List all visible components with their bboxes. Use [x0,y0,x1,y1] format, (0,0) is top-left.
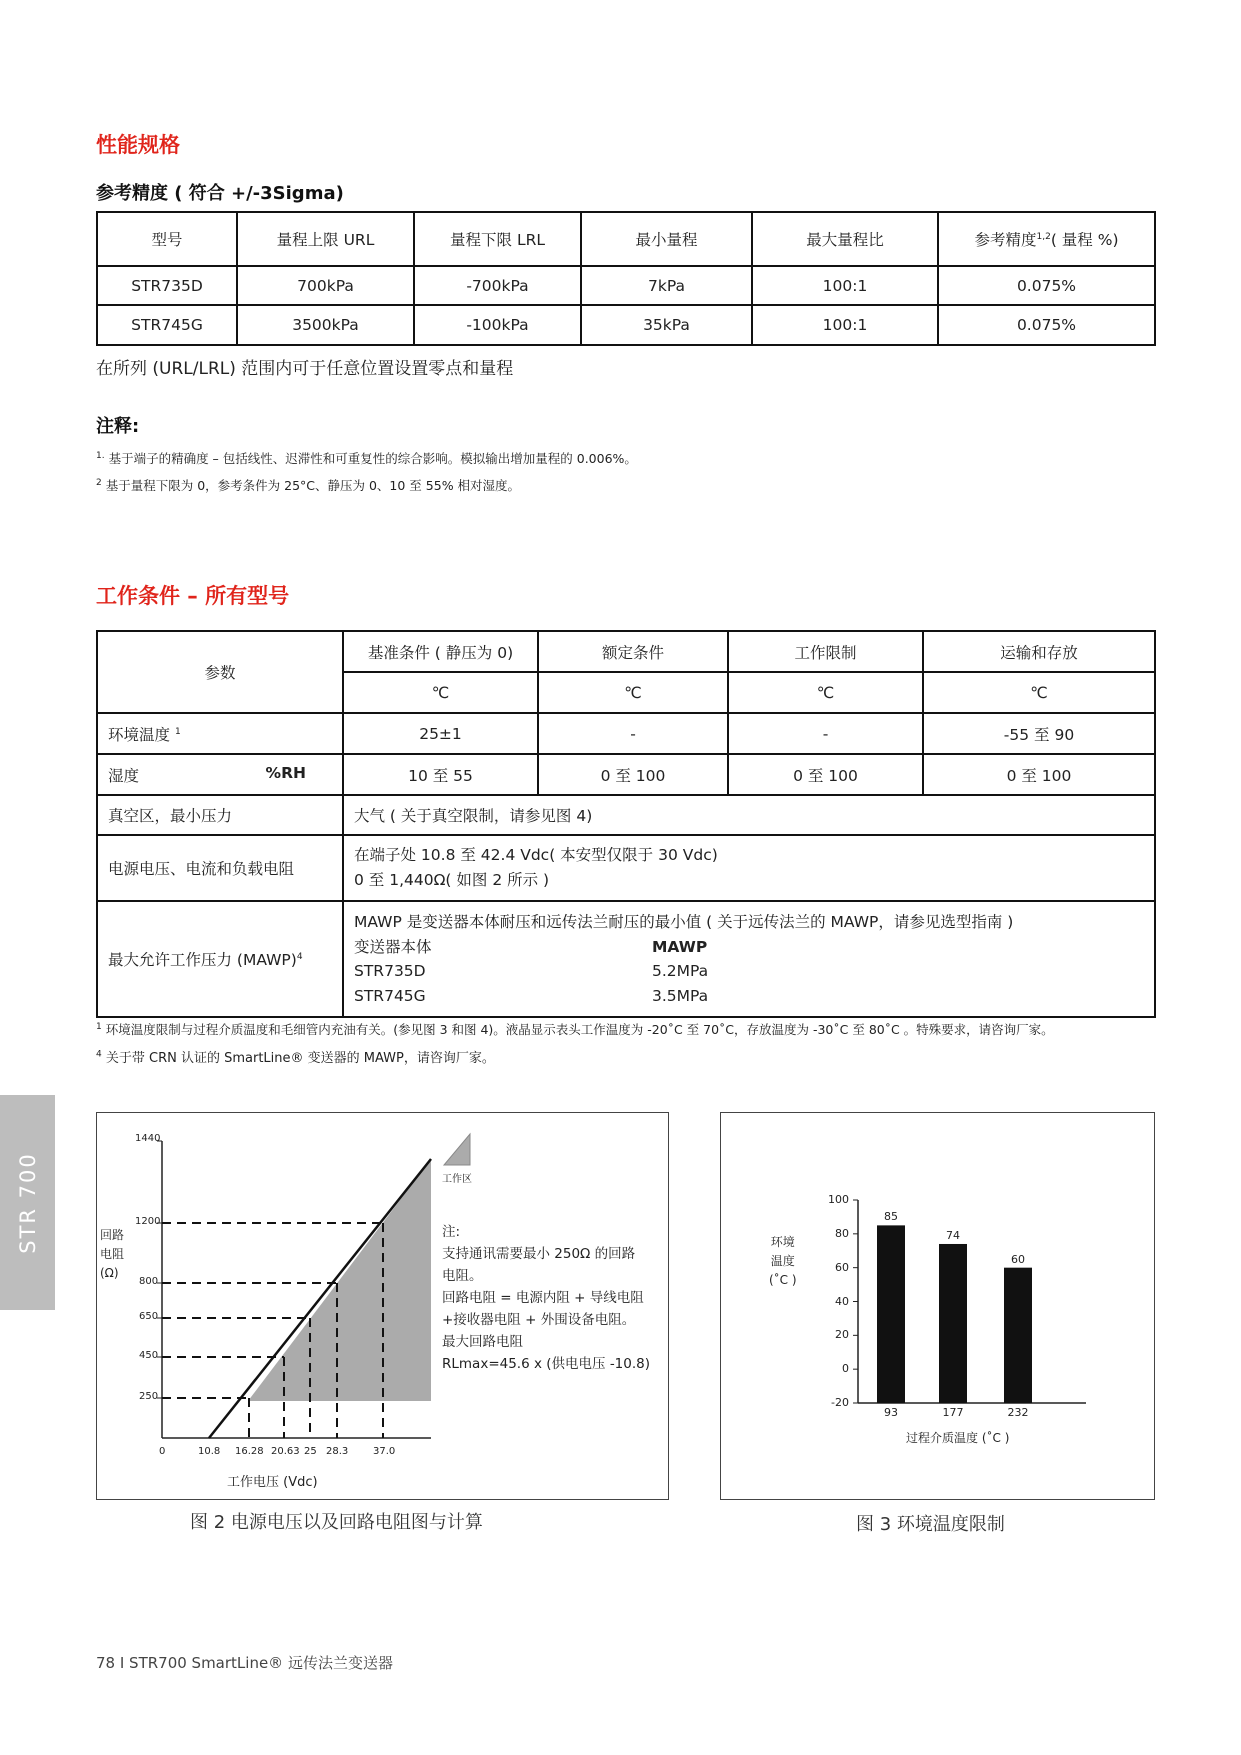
row-label: 湿度 %RH [97,754,343,795]
side-tab-label: STR 700 [15,1151,40,1254]
table-cell: 100:1 [752,266,938,305]
bar [877,1225,905,1403]
row-label: 电源电压、电流和负载电阻 [97,835,343,901]
table-cell: 10 至 55 [343,754,538,795]
col-header: 量程下限 LRL [414,212,581,266]
col-header [938,212,1155,266]
y-tick: 1440 [135,1133,161,1144]
y-tick: 0 [842,1362,849,1376]
table-cell: 25±1 [343,713,538,754]
x-tick: 93 [884,1406,898,1419]
x-tick: 25 [304,1446,317,1457]
y-axis-label: 环境 温度 (˚C ) [769,1235,797,1287]
table-cell: STR745G [97,305,237,345]
y-tick: 450 [139,1350,159,1361]
zone-legend-swatch [444,1134,470,1165]
table-row [97,754,1155,795]
row-unit: %RH [265,763,306,782]
fig2-note: 注: 支持通讯需要最小 250Ω 的回路 电阻。 回路电阻 = 电源内阻 + 导线电阻 +接收器电阻 + 外围设备电阻。 最大回路电阻 RLmax=45.6 x (供电电压 -10.8) [442,1224,651,1372]
unit-cell: ℃ [538,672,728,713]
footnote-op-1: $^1$ 环境温度限制与过程介质温度和毛细管内充油有关。(参见图 3 和图 4)。液晶显示表头工作温度为 -20˚C 至 70˚C，存放温度为 -30˚C 至 80˚C 。特殊要求，请咨询厂家。 [96,1021,1054,1037]
table-cell: 大气 ( 关于真空限制，请参见图 4) [343,795,1155,835]
x-tick: 16.28 [235,1446,264,1457]
table-cell: 0 至 100 [538,754,728,795]
side-tab [0,1095,55,1310]
table-cell: 3500kPa [237,305,414,345]
unit-cell: ℃ [343,672,538,713]
x-axis-label: 过程介质温度 (˚C ) [906,1431,1010,1445]
unit-cell: ℃ [728,672,923,713]
table-cell: - [728,713,923,754]
param-header: 参数 [97,631,343,713]
y-tick: 650 [139,1311,159,1322]
perf-subtitle: 参考精度 ( 符合 +/-3Sigma) [96,183,344,204]
y-tick: 800 [139,1276,159,1287]
footnote-1: $^{1.}$ 基于端子的精确度 – 包括线性、迟滞性和可重复性的综合影响。模拟输出增加量程的 0.006%。 [96,450,637,466]
table-cell: 0.075% [938,305,1155,345]
zone-label: 工作区 [442,1174,472,1185]
col-header: 型号 [97,212,237,266]
x-tick: 232 [1007,1406,1029,1419]
accuracy-table [96,211,1156,346]
data-label: 74 [946,1228,960,1242]
table-row [97,266,1155,305]
op-title: 工作条件 – 所有型号 [96,584,290,608]
col-header-text: 参考精度 [974,231,1037,249]
perf-title: 性能规格 [96,133,180,157]
col-header: 最大量程比 [752,212,938,266]
col-header: 运输和存放 [923,631,1155,672]
x-tick: 20.63 [271,1446,300,1457]
col-header: 量程上限 URL [237,212,414,266]
y-tick: 250 [139,1391,159,1402]
table-row [97,835,1155,901]
table-cell: 7kPa [581,266,752,305]
y-tick: 40 [835,1294,849,1308]
notes-title: 注释: [96,416,140,437]
table-row [97,305,1155,345]
y-tick: 20 [835,1328,849,1342]
bar [1004,1268,1032,1403]
col-header-unit: ( 量程 %) [1050,231,1119,249]
row-label: 环境温度 $^1$ [97,713,343,754]
unit-cell: ℃ [923,672,1155,713]
x-tick: 177 [942,1406,964,1419]
page-footer: 78 I STR700 SmartLine® 远传法兰变送器 [96,1654,393,1672]
x-tick: 0 [159,1446,166,1457]
y-tick: 80 [835,1226,849,1240]
table-cell: -100kPa [414,305,581,345]
data-label: 60 [1011,1252,1025,1266]
table-cell: MAWP 是变送器本体耐压和远传法兰耐压的最小值 ( 关于远传法兰的 MAWP，请参见选型指南 ) 变送器本体 MAWP STR735D 5.2MPa STR745G 3.5MPa [343,901,1155,1017]
y-axis-label: 回路 电阻 (Ω) [100,1228,125,1280]
figure-3-caption: 图 3 环境温度限制 [856,1514,1005,1535]
table-cell: 100:1 [752,305,938,345]
table-row [97,713,1155,754]
footnote-op-4: $^4$ 关于带 CRN 认证的 SmartLine® 变送器的 MAWP，请咨询厂家。 [96,1049,495,1066]
col-header: 工作限制 [728,631,923,672]
col-header: 最小量程 [581,212,752,266]
data-label: 85 [884,1210,898,1224]
table-cell: 700kPa [237,266,414,305]
y-tick: 100 [828,1193,849,1206]
table-cell: 35kPa [581,305,752,345]
table-header-row [97,212,1155,266]
y-tick: 1200 [135,1216,161,1227]
operating-table [96,630,1156,1018]
x-axis-label: 工作电压 (Vdc) [227,1475,318,1490]
table-row [97,795,1155,835]
x-tick: 28.3 [326,1446,349,1457]
table-cell: 0.075% [938,266,1155,305]
col-header: 基准条件 ( 静压为 0) [343,631,538,672]
superscript: 1,2 [1036,231,1051,242]
range-note: 在所列 (URL/LRL) 范围内可于任意位置设置零点和量程 [96,359,514,379]
row-label: 最大允许工作压力 (MAWP)$^4$ [97,901,343,1017]
table-cell: 0 至 100 [728,754,923,795]
x-tick: 10.8 [198,1446,221,1457]
bar [939,1244,967,1403]
row-label: 真空区，最小压力 [97,795,343,835]
figure-2-caption: 图 2 电源电压以及回路电阻图与计算 [190,1512,483,1533]
x-tick: 37.0 [373,1446,396,1457]
figure-2 [96,1112,669,1500]
y-tick: 60 [835,1260,849,1274]
col-header: 额定条件 [538,631,728,672]
table-cell: - [538,713,728,754]
table-cell: -55 至 90 [923,713,1155,754]
table-cell: -700kPa [414,266,581,305]
table-row [97,901,1155,1017]
footnote-2: $^2$ 基于量程下限为 0，参考条件为 25°C、静压为 0、10 至 55% 相对湿度。 [96,477,521,493]
table-cell: 在端子处 10.8 至 42.4 Vdc( 本安型仅限于 30 Vdc) 0 至 1,440Ω( 如图 2 所示 ) [343,835,1155,901]
table-cell: 0 至 100 [923,754,1155,795]
table-cell: STR735D [97,266,237,305]
y-tick: -20 [831,1396,849,1409]
figure-3 [720,1112,1155,1500]
